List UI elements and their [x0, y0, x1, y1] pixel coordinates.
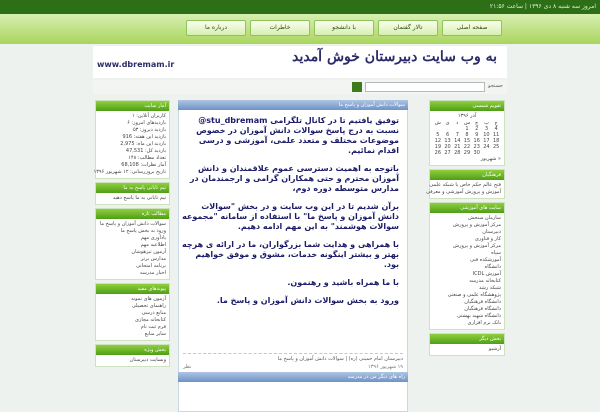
sidebar-box: [95, 182, 170, 205]
news-link[interactable]: اطلاعیه مهم: [140, 242, 166, 248]
stat-line: بازدید این ماه: 2,975: [120, 141, 166, 147]
main-nav: [186, 20, 502, 36]
culture-title: فرهنگیان: [430, 170, 504, 180]
site-url[interactable]: www.dbremam.ir: [97, 60, 175, 69]
link-item[interactable]: کتابخانه مجازی: [135, 317, 166, 323]
calendar-day[interactable]: 17: [483, 138, 490, 144]
stat-line: آمار نظرات: 68,108: [121, 162, 166, 168]
edu-link[interactable]: دانشگاه فرهنگیان: [464, 306, 501, 312]
other-link[interactable]: آرشیو: [488, 346, 501, 352]
calendar-day[interactable]: 10: [483, 132, 490, 138]
second-post: [178, 372, 408, 412]
stat-line: بازدید کل: 47,531: [125, 148, 166, 154]
welcome-banner: به وب سایت دبیرستان خوش آمدید: [292, 49, 497, 65]
calendar-day[interactable]: 5: [436, 132, 440, 138]
edu-link[interactable]: دانشگاه فرهنگیان: [464, 299, 501, 305]
calendar-day[interactable]: 6: [445, 132, 450, 138]
calendar-day[interactable]: 23: [473, 144, 480, 150]
post-paragraph: با همراهی و هدایت شما بزرگواران، ما در ارائه ی هرچه بهتر و بیشتر اینگونه خدمات، مشوق و موفق خواهیم بود.: [181, 240, 399, 269]
calendar-day[interactable]: 2: [475, 126, 479, 132]
news-link[interactable]: ورود به بخش پاسخ ما: [120, 228, 166, 234]
post-date: ۱۹ شهریور ۱۳۹۶: [368, 364, 403, 370]
edu-link[interactable]: کار و فناوری: [474, 236, 501, 242]
post-paragraph: با ما همراه باشید و رهنمون.: [287, 278, 399, 287]
edu-link[interactable]: شبکه رشد: [479, 285, 501, 291]
edu-links-box: [429, 202, 505, 330]
calendar-day[interactable]: 1: [465, 126, 469, 132]
stat-line: بازدید دیروز: ۵۳: [132, 127, 166, 133]
stat-line: کاربران آنلاین: ۱: [131, 113, 166, 119]
calendar-day[interactable]: 13: [444, 138, 451, 144]
search-label: جستجو: [488, 83, 503, 89]
nav-students[interactable]: با دانشجو: [314, 20, 374, 36]
post-paragraph: توفیق یافتیم تا در کانال تلگرامی stu_dbremam@ نسبت به درج پاسخ سوالات دانش آموزان در خصوص موضوعات مختلف و متعدد علمی، آموزشی و درسی اقدام نمائیم.: [196, 116, 399, 155]
post-title[interactable]: سوالات دانش آموزان و پاسخ ما: [178, 100, 408, 110]
calendar-day[interactable]: 30: [473, 150, 480, 156]
calendar-day[interactable]: 20: [444, 144, 451, 150]
calendar-prev-link[interactable]: « شهریور: [480, 156, 501, 162]
link-item[interactable]: منابع درسی: [141, 310, 166, 316]
edu-link[interactable]: مرکز آموزش و پرورش: [452, 222, 501, 228]
main-post: [178, 100, 408, 377]
calendar-day[interactable]: 12: [434, 138, 442, 144]
news-title: مطالب تازه: [96, 209, 169, 219]
stat-line: بازدید این هفته: 916: [122, 134, 166, 140]
edu-link[interactable]: مرکز آموزش و پرورش: [452, 243, 501, 249]
calendar-day[interactable]: 4: [494, 126, 498, 132]
second-post-body: [178, 382, 408, 412]
calendar-day[interactable]: 14: [454, 138, 461, 144]
post-paragraph: برآن شدیم تا در این وب سایت و در بخش "سوالات دانش آموزان و پاسخ ما" با استفاده از سامانه "مجموعه سوالات هوشمند" به این مهم ادامه دهیم.: [182, 202, 399, 231]
calendar-title: تقویم شمسی: [430, 101, 504, 111]
calendar-day[interactable]: 19: [434, 144, 442, 150]
calendar-day[interactable]: 22: [463, 144, 471, 150]
top-date-bar: امروز سه شنبه ۸ دی ۱۳۹۶ | ساعت ۲۱:۵۶: [0, 0, 600, 14]
calendar-day[interactable]: 28: [454, 150, 461, 156]
link-item[interactable]: راهنمای تحصیلی: [131, 303, 166, 309]
calendar-weekday: س: [463, 120, 471, 126]
links-box: [95, 283, 170, 341]
search-bar: [93, 80, 507, 94]
edu-link[interactable]: پژوهشگاه علمی و صنعتی: [447, 292, 501, 298]
search-input[interactable]: [365, 82, 485, 92]
culture-link[interactable]: آموزش و پرورش آموزشی و معرفی: [426, 189, 501, 195]
comment-link[interactable]: نظر: [183, 364, 192, 370]
news-link[interactable]: اخبار مدرسه: [139, 270, 166, 276]
stat-line: تعداد مطالب: ۱۴۸: [128, 155, 166, 161]
edu-links-title: سایت های آموزشی: [430, 203, 504, 213]
calendar-day[interactable]: 7: [455, 132, 459, 138]
calendar-weekday: چ: [475, 120, 479, 126]
news-box: [95, 208, 170, 280]
calendar-weekday: ی: [445, 120, 450, 126]
nav-about[interactable]: درباره ما: [186, 20, 246, 36]
link-item[interactable]: سایر منابع: [144, 331, 166, 337]
calendar-box: [429, 100, 505, 166]
special-box: [95, 344, 170, 367]
calendar-day[interactable]: 9: [475, 132, 479, 138]
special-link[interactable]: وبسایت دبیرستان: [129, 357, 166, 363]
news-link[interactable]: برنامه امتحانی: [136, 263, 166, 269]
calendar-day[interactable]: 11: [492, 132, 500, 138]
edu-link[interactable]: دانشگاه: [484, 264, 501, 270]
calendar-day[interactable]: 8: [465, 132, 469, 138]
calendar-weekday: د: [456, 120, 459, 126]
search-button[interactable]: [352, 82, 362, 92]
left-sidebar: [95, 100, 170, 370]
culture-link[interactable]: فتح عالم حکم خاص یا شبکه علمی: [429, 182, 501, 188]
calendar-day[interactable]: 18: [492, 138, 500, 144]
post-paragraph: ورود به بخش سوالات دانش آموزان و پاسخ ما.: [216, 296, 399, 305]
box-link[interactable]: تیم تابانی به ما پاسخ دهید: [112, 195, 166, 201]
special-title: بخش ویژه: [96, 345, 169, 355]
calendar-day[interactable]: 26: [434, 150, 442, 156]
calendar-weekday: پ: [484, 120, 489, 126]
calendar-day[interactable]: 29: [463, 150, 471, 156]
news-link[interactable]: یادآوری مهم: [140, 235, 166, 241]
stat-line: بازدیدهای امروز: ۶: [127, 120, 166, 126]
edu-link[interactable]: آموزش ICDL: [472, 271, 501, 277]
news-link[interactable]: مدارس برتر: [140, 256, 166, 262]
link-item[interactable]: آزمون های نمونه: [131, 296, 166, 302]
calendar-day[interactable]: 25: [492, 144, 500, 150]
calendar-grid: [433, 120, 501, 156]
stats-title: آمار سایت: [96, 101, 169, 111]
edu-link[interactable]: دبیرستان: [482, 229, 501, 235]
news-link[interactable]: آزمون تیزهوشان: [131, 249, 166, 255]
culture-box: [426, 169, 505, 199]
second-post-title[interactable]: راه های دیگر من در مدرسه: [178, 372, 408, 382]
site-header: [93, 46, 507, 78]
post-body: [179, 110, 407, 306]
calendar-day[interactable]: 24: [483, 144, 490, 150]
edu-link[interactable]: کتابخانه مدرسه: [469, 278, 501, 284]
post-footer: [183, 353, 403, 370]
edu-link[interactable]: سپاه: [491, 250, 501, 256]
other-title: بخش دیگر: [430, 334, 504, 344]
calendar-day[interactable]: 16: [473, 138, 480, 144]
calendar-month: آذر ۱۳۹۶: [457, 113, 477, 119]
stat-line: تاریخ بروزرسانی: ۱۲ شهریور ۱۳۹۶: [93, 169, 166, 175]
calendar-weekday: ش: [434, 120, 441, 126]
edu-link[interactable]: سازمان سنجش: [468, 215, 501, 221]
links-title: پیوندهای مفید: [96, 284, 169, 294]
box-title: تیم تابانی پاسخ به ما: [96, 183, 169, 193]
calendar-weekday: ج: [494, 120, 498, 126]
other-box: [429, 333, 505, 356]
nav-memories[interactable]: خاطرات: [250, 20, 310, 36]
calendar-day[interactable]: 21: [454, 144, 461, 150]
news-link[interactable]: سوالات دانش آموزان و پاسخ ما: [99, 221, 166, 227]
post-categories[interactable]: دبیرستان امام خمینی (ره) | سوالات دانش آموزان و پاسخ ما: [277, 356, 403, 362]
edu-link[interactable]: بانک نرم افزاری: [467, 320, 501, 326]
post-paragraph: باتوجه به اهمیت دسترسی عموم علاقمندان و دانش آموزان محترم و حتی همکاران گرامی و ارجمندمان در مدارس متوسطه دوره دوم،: [189, 164, 399, 193]
calendar-day[interactable]: 27: [444, 150, 451, 156]
calendar-day[interactable]: 15: [463, 138, 471, 144]
stats-box: [95, 100, 170, 179]
link-item[interactable]: فرم ثبت نام: [140, 324, 166, 330]
edu-link[interactable]: دانشگاه شهید بهشتی: [456, 313, 501, 319]
calendar-day[interactable]: 3: [484, 126, 489, 132]
nav-home[interactable]: صفحه اصلی: [442, 20, 502, 36]
edu-link[interactable]: آموزشکده فنی: [470, 257, 501, 263]
right-sidebar: [426, 100, 505, 359]
nav-forum[interactable]: تالار گفتمان: [378, 20, 438, 36]
